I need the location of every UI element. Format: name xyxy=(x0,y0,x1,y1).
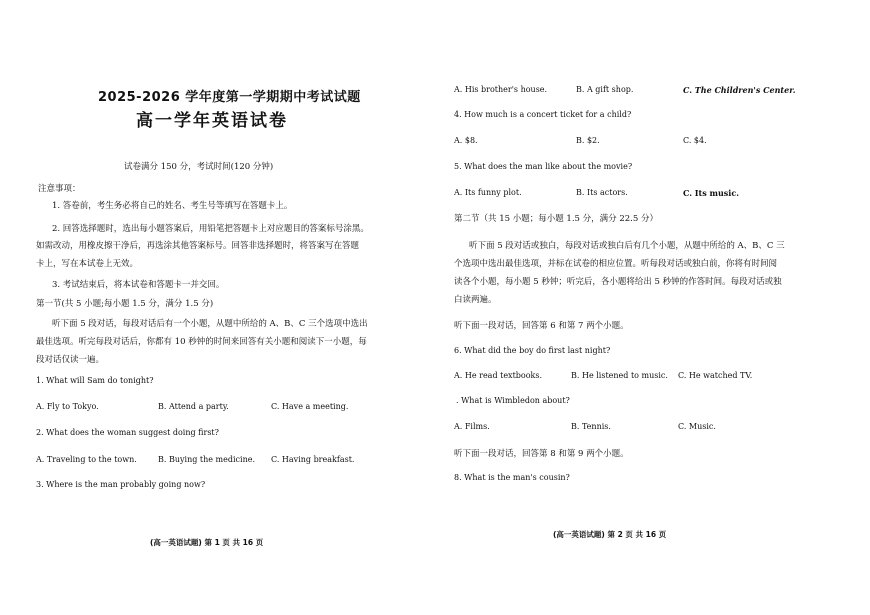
right-page xyxy=(435,0,870,615)
option-b: B. Tennis. xyxy=(571,422,611,431)
section2-intro-line: 白读两遍。 xyxy=(454,295,497,305)
option-b: B. Its actors. xyxy=(576,188,628,197)
option-c: C. Have a meeting. xyxy=(271,402,349,411)
section1-intro-line: 段对话仅读一遍。 xyxy=(36,355,105,365)
question-4: 4. How much is a concert ticket for a child? xyxy=(454,110,632,119)
option-a: A. Films. xyxy=(454,422,490,431)
section1-heading: 第一节(共 5 小题;每小题 1.5 分，满分 1.5 分) xyxy=(36,299,214,309)
dialog-instruction: 听下面一段对话，回答第 8 和第 9 两个小题。 xyxy=(454,449,629,459)
option-b: B. A gift shop. xyxy=(576,85,634,94)
section2-intro-line: 读各个小题，每小题 5 秒钟；听完后，各小题将给出 5 秒钟的作答时间。每段对话或独 xyxy=(454,277,782,287)
dialog-instruction: 听下面一段对话，回答第 6 和第 7 两个小题。 xyxy=(454,321,629,331)
paper-title: 高一学年英语试卷 xyxy=(136,111,288,131)
option-c: C. Its music. xyxy=(683,188,740,198)
question-3: 3. Where is the man probably going now? xyxy=(36,480,206,489)
score-time: 试卷满分 150 分，考试时间(120 分钟) xyxy=(124,162,274,172)
note-line: 如需改动，用橡皮擦干净后，再选涂其他答案标号。回答非选择题时，将答案写在答题 xyxy=(36,241,360,251)
option-c: C. Having breakfast. xyxy=(271,455,355,464)
option-b: B. Attend a party. xyxy=(158,402,229,411)
section2-intro-line: 听下面 5 段对话或独白，每段对话或独白后有几个小题，从题中所给的 A、B、C 三 xyxy=(469,241,785,251)
question-1: 1. What will Sam do tonight? xyxy=(36,376,154,385)
option-a: A. He read textbooks. xyxy=(454,371,543,380)
notes-heading: 注意事项： xyxy=(38,184,81,194)
note-line: 1. 答卷前，考生务必将自己的姓名、考生号等填写在答题卡上。 xyxy=(52,201,293,211)
option-b: B. Buying the medicine. xyxy=(158,455,256,464)
question-2: 2. What does the woman suggest doing first? xyxy=(36,428,219,437)
option-a: A. Fly to Tokyo. xyxy=(36,402,99,411)
page-footer: (高一英语试题) 第 1 页 共 16 页 xyxy=(150,538,264,547)
note-line: 卡上，写在本试卷上无效。 xyxy=(36,259,139,269)
section1-intro-line: 听下面 5 段对话，每段对话后有一个小题，从题中所给的 A、B、C 三个选项中选出 xyxy=(52,319,368,329)
option-b: B. $2. xyxy=(576,136,600,145)
note-line: 2. 回答选择题时，选出每小题答案后，用铅笔把答题卡上对应题目的答案标号涂黑。 xyxy=(52,224,369,234)
section1-intro-line: 最佳选项。听完每段对话后，你都有 10 秒钟的时间来回答有关小题和阅读下一小题，每 xyxy=(36,337,367,347)
option-c: C. He watched TV. xyxy=(678,371,753,380)
question-8: 8. What is the man's cousin? xyxy=(454,473,570,482)
section2-heading: 第二节（共 15 小题；每小题 1.5 分，满分 22.5 分） xyxy=(454,214,658,224)
exam-title: 2025-2026 学年度第一学期期中考试试题 xyxy=(98,90,361,105)
option-c: C. $4. xyxy=(683,136,707,145)
option-a: A. $8. xyxy=(454,136,478,145)
option-a: A. Its funny plot. xyxy=(454,188,522,197)
question-7: . What is Wimbledon about? xyxy=(456,396,570,405)
page-footer: (高一英语试题) 第 2 页 共 16 页 xyxy=(553,530,667,539)
option-c: C. Music. xyxy=(678,422,716,431)
option-a: A. His brother's house. xyxy=(454,85,548,94)
option-c: C. The Children's Center. xyxy=(683,85,796,95)
note-line: 3. 考试结束后，将本试卷和答题卡一并交回。 xyxy=(52,280,225,290)
option-b: B. He listened to music. xyxy=(571,371,668,380)
option-a: A. Traveling to the town. xyxy=(36,455,137,464)
question-6: 6. What did the boy do first last night? xyxy=(454,346,611,355)
question-5: 5. What does the man like about the movie? xyxy=(454,162,633,171)
section2-intro-line: 个选项中选出最佳选项，并标在试卷的相应位置。听每段对话或独白前，你将有时间阅 xyxy=(454,259,778,269)
